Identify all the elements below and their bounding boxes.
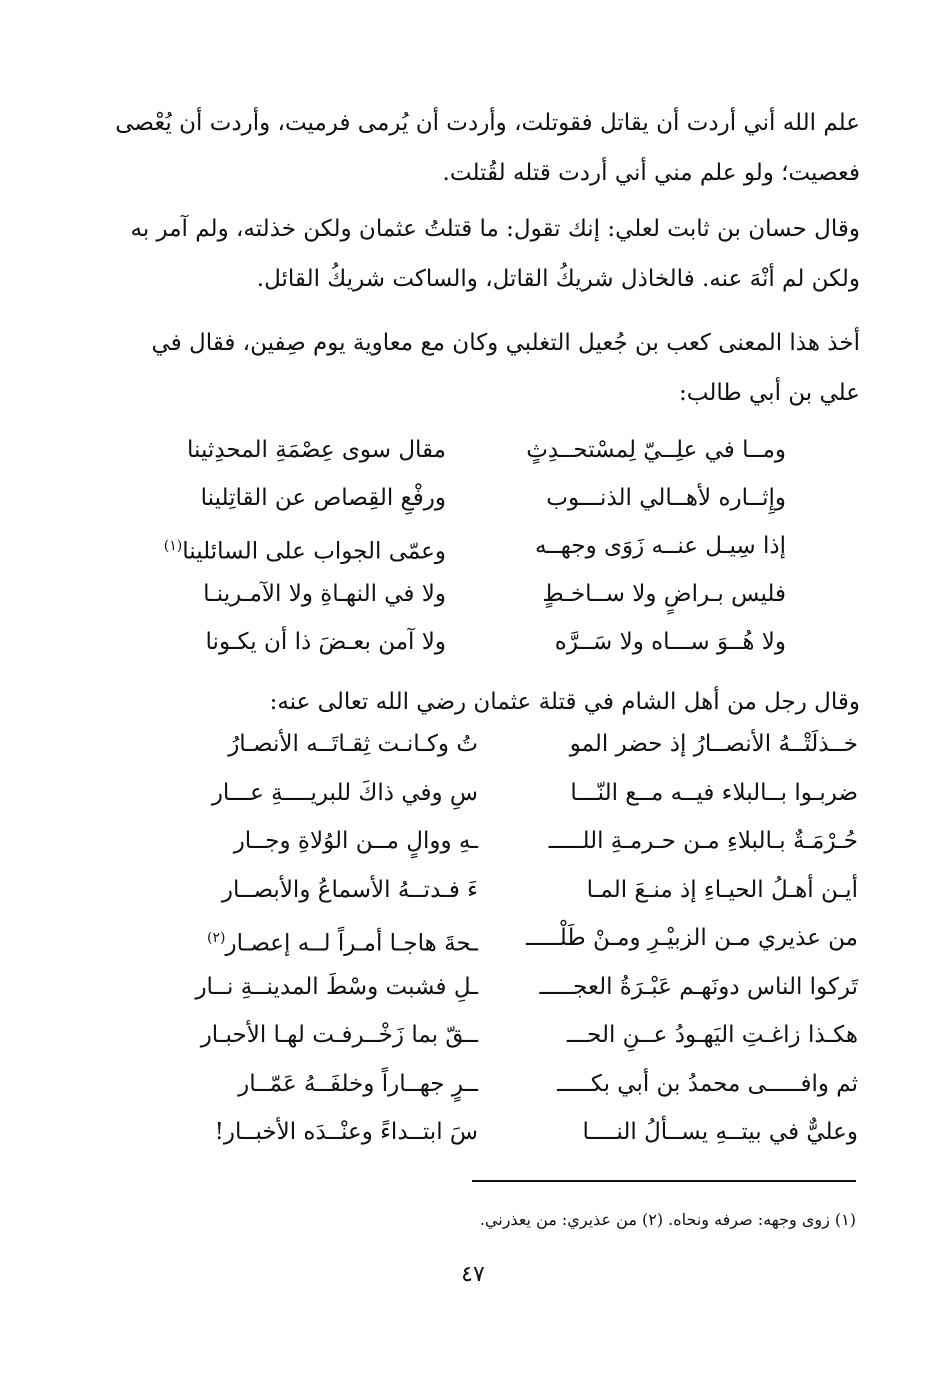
verse-line xyxy=(96,618,856,666)
text-line: علم الله أني أردت أن يقاتل فقوتلت، وأردت أن يُرمى فرميت، وأردت أن يُعْصى xyxy=(115,110,860,136)
verse-second-hemistich: تُ وكـانـت ثِقـاتَــه الأنصـارُ xyxy=(228,731,478,757)
text-line: علي بن أبي طالب: xyxy=(679,380,860,406)
verse-first-hemistich: ولا هُــوَ ســـاه ولا سَــرَّه xyxy=(554,629,786,655)
verse-second-hemistich: ءَ فـدتــهُ الأسماعُ والأبصــار xyxy=(221,876,478,903)
verse-line xyxy=(96,426,856,474)
verse-second-hemistich: ورفْعِ القِصاص عن القاتِلينا xyxy=(200,485,446,511)
verse-first-hemistich: تَركوا الناس دونَهـم عَبْـرَةُ العجـــــ xyxy=(539,973,858,1000)
verse-first-hemistich: ضربـوا بــالبلاء فيــه مــع النّـــا xyxy=(570,779,858,806)
verse-line xyxy=(96,522,856,570)
verse-first-hemistich: من عذيري مـن الزبيْـرِ ومـنْ طَلْـــــ xyxy=(526,925,858,951)
verse-first-hemistich: ومــا في علِــيّ لِمسْتحــدِثٍ xyxy=(526,437,786,463)
verse-second-hemistich: سِ وفي ذاكَ للبريــــةِ عـــار xyxy=(211,779,478,806)
verse-line xyxy=(96,474,856,522)
verse-first-hemistich: خــذلَتْــهُ الأنصــارُ إذ حضر المو xyxy=(569,731,858,757)
verse-first-hemistich: أيـن أهـلُ الحيـاءِ إذ منـعَ المـا xyxy=(586,876,858,903)
footnote-marker: (١) xyxy=(163,538,183,554)
verse-second-hemistich: ــرٍ جهــاراً وخلفَــهُ عَمّــار xyxy=(238,1070,478,1097)
verse-text: ـحةَ هاجـا أمـراً لــه إعصـار xyxy=(225,930,478,957)
verse-line xyxy=(118,914,858,963)
verse-first-hemistich: إذا سِيـل عنــه زَوَى وجهــه xyxy=(534,533,786,559)
poem-2-intro xyxy=(96,680,860,724)
verse-second-hemistich xyxy=(118,914,478,968)
verse-first-hemistich: فليس بـراضٍ ولا ســاخـطٍ xyxy=(542,581,786,607)
verse-text: وعمّى الجواب على السائلينا xyxy=(182,538,446,565)
footnote-divider xyxy=(472,1180,856,1182)
verse-second-hemistich: سَ ابتــداءً وعنْــدَه الأخبــار! xyxy=(214,1119,478,1145)
text-line: فعصيت؛ ولو علم مني أني أردت قتله لقُتلت. xyxy=(442,160,860,186)
text-line: وقال رجل من أهل الشام في قتلة عثمان رضي الله تعالى عنه: xyxy=(269,689,860,715)
verse-second-hemistich xyxy=(146,522,446,576)
poem-1 xyxy=(96,426,856,666)
verse-second-hemistich: ــقّ بما زَخْــرفـت لهـا الأحبـار xyxy=(200,1022,478,1048)
verse-second-hemistich: ـهِ ووالٍ مــن الوُلاةِ وجــار xyxy=(233,828,478,854)
page-number: ٤٧ xyxy=(461,1262,485,1287)
verse-line xyxy=(118,720,858,769)
footnote-marker: (٢) xyxy=(207,930,226,946)
verse-line xyxy=(118,866,858,915)
paragraph-1 xyxy=(96,98,860,198)
verse-line xyxy=(118,1011,858,1060)
verse-line xyxy=(118,963,858,1012)
verse-second-hemistich: ولا آمن بعـضَ ذا أن يكـونا xyxy=(205,629,446,655)
verse-first-hemistich: وإِثــاره لأهــالي الذنـــوب xyxy=(546,485,786,511)
poem-2 xyxy=(118,720,858,1157)
verse-line xyxy=(118,1060,858,1109)
text-line: أخذ هذا المعنى كعب بن جُعيل التغلبي وكان مع معاوية يوم صِفين، فقال في xyxy=(151,330,860,356)
verse-second-hemistich: ولا في النهـاةِ ولا الآمـرينـا xyxy=(203,581,446,607)
paragraph-3 xyxy=(96,318,860,418)
verse-first-hemistich: ثم وافـــــى محمدُ بن أبي بكـــــ xyxy=(557,1070,858,1097)
verse-second-hemistich: مقال سوى عِصْمَةِ المحدِثينا xyxy=(187,437,446,463)
text-line: ولكن لم أنْهَ عنه. فالخاذل شريكُ القاتل، والساكت شريكُ القائل. xyxy=(256,266,860,292)
paragraph-2 xyxy=(96,204,860,304)
verse-first-hemistich: هكـذا زاغـتِ اليَهـودُ عــنِ الحـــ xyxy=(566,1022,858,1048)
verse-first-hemistich: حُـرْمَـةٌ بـالبلاءِ مـن حـرمـةِ اللـــــ xyxy=(548,828,858,854)
verse-line xyxy=(96,570,856,618)
verse-first-hemistich: وعليٌّ في بيتــهِ يســألُ النــــا xyxy=(582,1119,858,1145)
footnotes: (١) زوى وجهه: صرفه ونحاه. (٢) من عذيري: من يعذرني. xyxy=(479,1210,856,1229)
text-line: وقال حسان بن ثابت لعلي: إنك تقول: ما قتلتُ عثمان ولكن خذلته، ولم آمر به xyxy=(130,216,860,242)
verse-second-hemistich: ـلِ فشبت وسْطَ المدينــةِ نــار xyxy=(195,973,478,1000)
verse-line xyxy=(118,817,858,866)
verse-line xyxy=(118,769,858,818)
verse-line xyxy=(118,1108,858,1157)
